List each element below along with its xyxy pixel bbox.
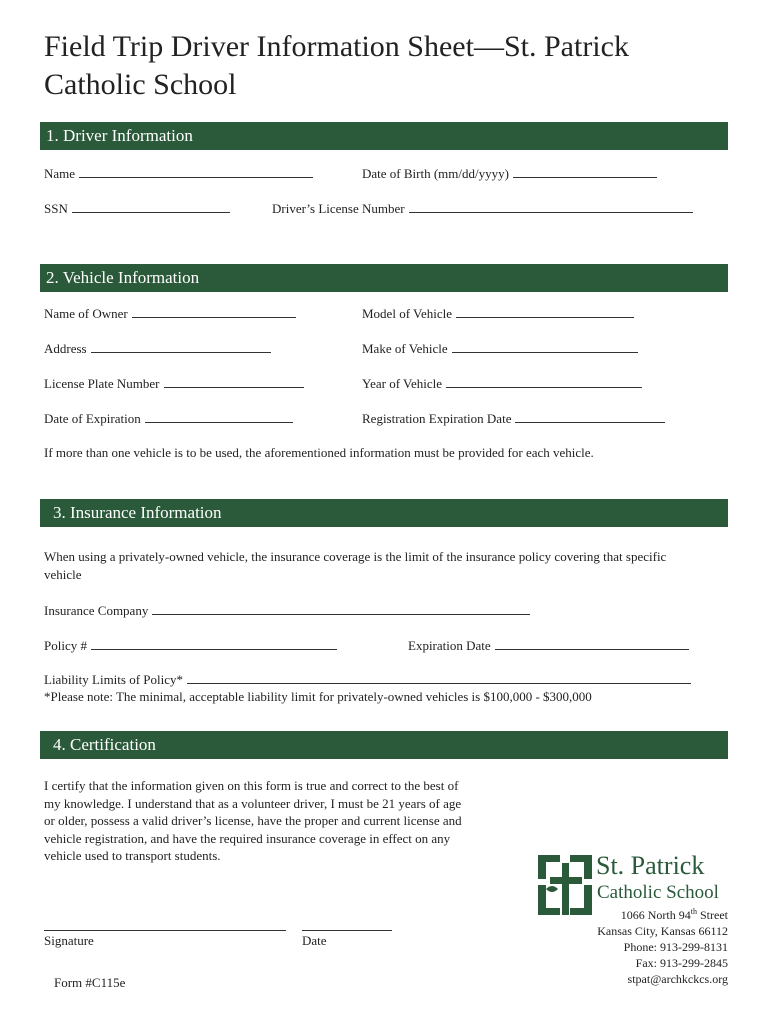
field-name-label: Name — [44, 166, 76, 181]
ssn-input-line[interactable] — [72, 200, 230, 213]
field-expiration-label: Date of Expiration — [44, 411, 141, 426]
field-plate-label: License Plate Number — [44, 376, 160, 391]
insurance-company-input-line[interactable] — [152, 602, 530, 615]
field-insurance-company-label: Insurance Company — [44, 603, 149, 618]
field-dob-label: Date of Birth (mm/dd/yyyy) — [362, 166, 509, 181]
certification-text: I certify that the information given on this form is true and correct to the best of my knowledge. I understand that as a volunteer driver, I must be 21 years of age or older, possess a valid driver’s license, have the proper and current license and vehicle registration, and have the required insurance coverage in effect on any vehicle used to transport students. — [44, 778, 462, 863]
liability-note: *Please note: The minimal, acceptable liability limit for privately-owned vehicles is $100,000 - $300,000 — [44, 689, 592, 704]
field-owner-label: Name of Owner — [44, 306, 128, 321]
street-suffix: th — [690, 907, 697, 916]
date-line[interactable] — [302, 930, 392, 931]
field-insurance-expiration-label: Expiration Date — [408, 638, 491, 653]
field-reg-expiration — [362, 410, 665, 427]
plate-input-line[interactable] — [164, 375, 304, 388]
school-name-line1: St. Patrick — [596, 851, 705, 880]
section-driver-header: 1. Driver Information — [40, 122, 728, 150]
section-insurance-header: 3. Insurance Information — [40, 499, 728, 527]
model-input-line[interactable] — [456, 305, 634, 318]
field-ssn-label: SSN — [44, 201, 68, 216]
field-policy-label: Policy # — [44, 638, 87, 653]
make-input-line[interactable] — [452, 340, 638, 353]
field-dob — [362, 165, 657, 182]
field-owner — [44, 305, 296, 322]
field-address — [44, 340, 271, 357]
school-street — [597, 904, 728, 923]
section-certification-header: 4. Certification — [40, 731, 728, 759]
signature-label: Signature — [44, 933, 94, 948]
license-input-line[interactable] — [409, 200, 693, 213]
field-model-label: Model of Vehicle — [362, 306, 453, 321]
date-label: Date — [302, 933, 327, 948]
field-expiration — [44, 410, 293, 427]
signature-line[interactable] — [44, 930, 286, 931]
page-title: Field Trip Driver Information Sheet—St. Patrick Catholic School — [44, 30, 629, 101]
field-make-label: Make of Vehicle — [362, 341, 448, 356]
field-year — [362, 375, 642, 392]
school-address — [597, 904, 728, 987]
cross-icon — [538, 855, 592, 915]
street-number: 1066 North 94 — [620, 908, 691, 922]
school-email[interactable]: stpat@archkckcs.org — [627, 972, 728, 986]
insurance-intro: When using a privately-owned vehicle, the insurance coverage is the limit of the insurance policy covering that specific vehicle — [44, 549, 667, 582]
field-model — [362, 305, 634, 322]
field-ssn — [44, 200, 230, 217]
field-reg-expiration-label: Registration Expiration Date — [362, 411, 512, 426]
section-vehicle-header: 2. Vehicle Information — [40, 264, 728, 292]
field-liability-label: Liability Limits of Policy* — [44, 672, 184, 687]
name-input-line[interactable] — [79, 165, 313, 178]
field-policy — [44, 637, 337, 654]
insurance-expiration-input-line[interactable] — [495, 637, 689, 650]
vehicle-note: If more than one vehicle is to be used, the aforementioned information must be provided for each vehicle. — [44, 445, 594, 460]
owner-input-line[interactable] — [132, 305, 296, 318]
field-address-label: Address — [44, 341, 87, 356]
dob-input-line[interactable] — [513, 165, 657, 178]
field-make — [362, 340, 638, 357]
school-phone: Phone: 913-299-8131 — [623, 940, 728, 954]
year-input-line[interactable] — [446, 375, 642, 388]
field-license — [272, 200, 693, 217]
field-year-label: Year of Vehicle — [362, 376, 443, 391]
school-name-line2: Catholic School — [597, 882, 719, 903]
street-name: Street — [697, 908, 728, 922]
form-number: Form #C115e — [54, 975, 126, 990]
field-license-label: Driver’s License Number — [272, 201, 405, 216]
school-fax: Fax: 913-299-2845 — [635, 956, 728, 970]
liability-input-line[interactable] — [187, 671, 691, 684]
expiration-input-line[interactable] — [145, 410, 293, 423]
field-liability — [44, 671, 691, 688]
policy-input-line[interactable] — [91, 637, 337, 650]
reg-expiration-input-line[interactable] — [515, 410, 665, 423]
field-insurance-company — [44, 602, 530, 619]
address-input-line[interactable] — [91, 340, 271, 353]
field-insurance-expiration — [408, 637, 689, 654]
school-city: Kansas City, Kansas 66112 — [597, 924, 728, 938]
field-plate — [44, 375, 304, 392]
field-name — [44, 165, 313, 182]
